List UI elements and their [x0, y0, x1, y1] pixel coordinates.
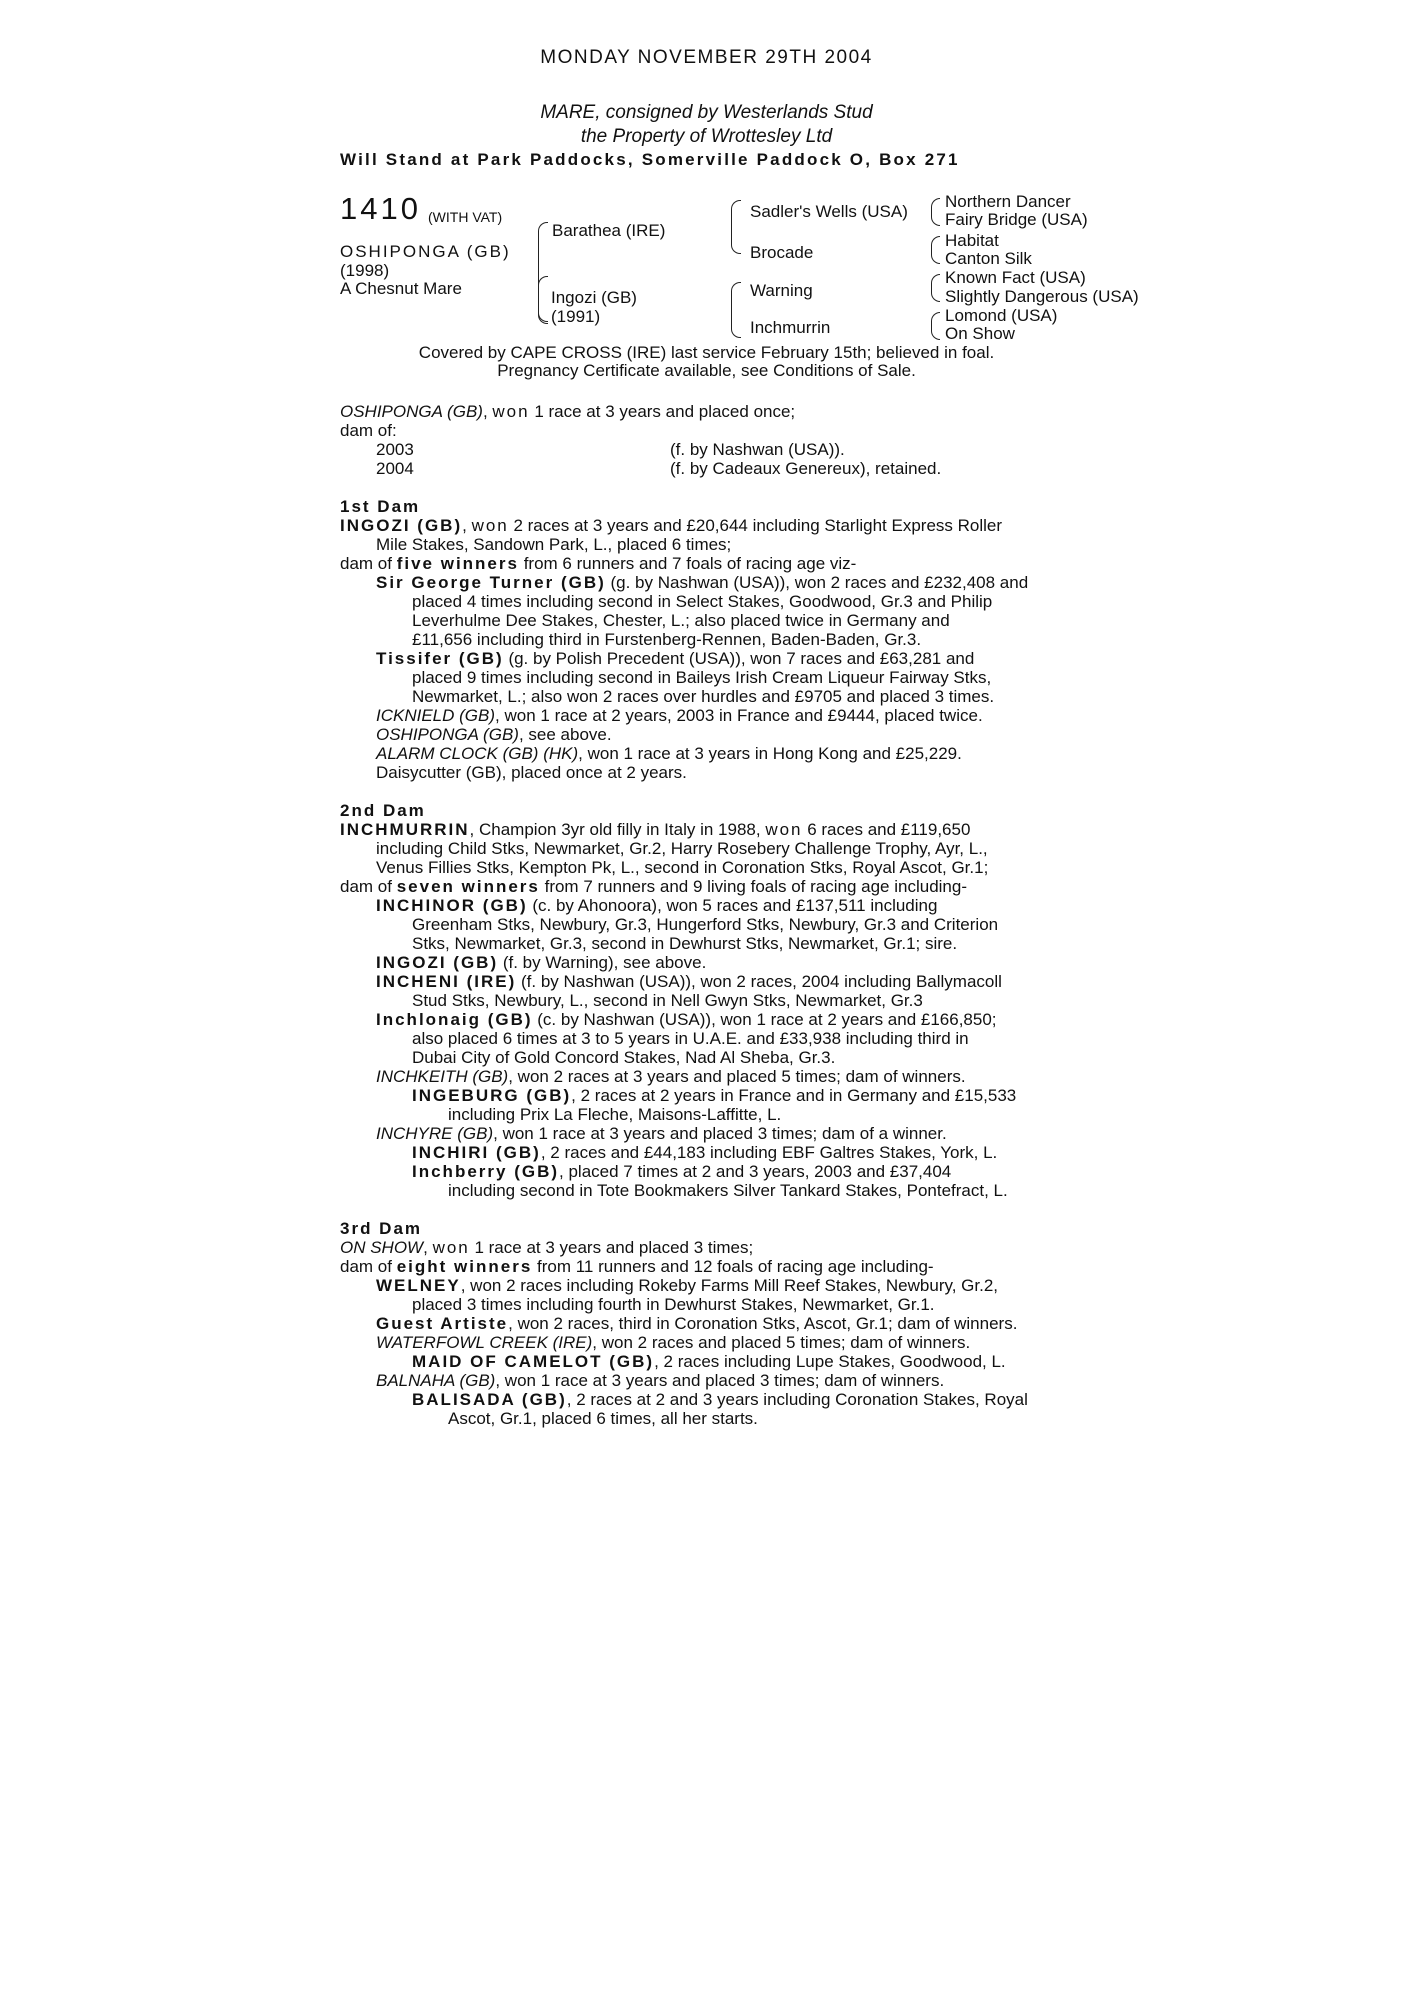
text-line: [340, 1124, 1075, 1143]
covered-note: Covered by CAPE CROSS (IRE) last service February 15th; believed in foal.: [418, 343, 995, 362]
text-line: [340, 1276, 1075, 1295]
text-line: including Child Stks, Newmarket, Gr.2, Harry Rosebery Challenge Trophy, Ayr, L.,: [376, 839, 988, 858]
text-span: , won 1 race at 3 years and placed 3 times; dam of a winner.: [493, 1124, 947, 1143]
text-span: from 7 runners and 9 living foals of racing age including-: [539, 877, 967, 896]
text-span: INCHENI (IRE): [376, 972, 517, 991]
text-line: Mile Stakes, Sandown Park, L., placed 6 times;: [376, 535, 732, 554]
pedigree-ggs-7: Lomond (USA): [945, 306, 1058, 325]
text-span: from 6 runners and 7 foals of racing age viz-: [518, 554, 857, 573]
produce-row: [340, 440, 1075, 459]
text-span: won: [432, 1238, 470, 1257]
pedigree-dam-year: (1991): [551, 307, 601, 326]
pedigree-brace-ds: [931, 274, 940, 302]
text-line: placed 9 times including second in Baileys Irish Cream Liqueur Fairway Stks,: [412, 668, 992, 687]
text-span: won: [765, 820, 803, 839]
pedigree-sire-dam: Brocade: [750, 243, 814, 262]
horse-description: A Chesnut Mare: [340, 279, 462, 298]
pedigree-ggs-1: Northern Dancer: [945, 192, 1071, 211]
text-span: , won 1 race at 3 years and placed 3 times; dam of winners.: [495, 1371, 945, 1390]
produce-row: [340, 459, 1075, 478]
text-span: INCHINOR (GB): [376, 896, 528, 915]
text-span: ALARM CLOCK (GB) (HK): [376, 744, 579, 763]
consignor-line: MARE, consigned by Westerlands Stud: [540, 102, 873, 123]
text-span: from 11 runners and 12 foals of racing age including-: [532, 1257, 934, 1276]
first-dam-heading: 1st Dam: [340, 497, 421, 516]
text-span: Inchberry (GB): [412, 1162, 560, 1181]
text-span: 2003: [376, 440, 414, 459]
summary-text: 1 race at 3 years and placed once;: [529, 402, 796, 421]
text-span: five winners: [396, 554, 519, 573]
text-span: Inchlonaig (GB): [376, 1010, 533, 1029]
text-line: [340, 1371, 1075, 1390]
text-span: (c. by Ahonoora), won 5 races and £137,511 including: [527, 896, 938, 915]
text-span: , 2 races and £44,183 including EBF Galtres Stakes, York, L.: [540, 1143, 998, 1162]
horse-name: OSHIPONGA (GB): [340, 242, 511, 261]
third-dam-section: [340, 1219, 1075, 1428]
pedigree-dam-sire: Warning: [750, 281, 813, 300]
text-span: INCHIRI (GB): [412, 1143, 541, 1162]
text-span: , Champion 3yr old filly in Italy in 1988,: [469, 820, 766, 839]
text-span: Sir George Turner (GB): [376, 573, 606, 592]
text-span: INCHKEITH (GB): [376, 1067, 509, 1086]
text-span: dam of: [340, 877, 397, 896]
text-line: including Prix La Fleche, Maisons-Laffitte, L.: [448, 1105, 782, 1124]
pedigree-brace-damline: [731, 282, 741, 338]
text-span: Tissifer (GB): [376, 649, 504, 668]
text-span: ,: [462, 516, 472, 535]
third-dam-heading: 3rd Dam: [340, 1219, 423, 1238]
text-line: [340, 1086, 1075, 1105]
text-span: 2004: [376, 459, 414, 478]
lot-number: 1410: [340, 191, 421, 226]
text-line: [340, 896, 1075, 915]
text-span: , 2 races at 2 years in France and in Germany and £15,533: [571, 1086, 1017, 1105]
second-dam-heading: 2nd Dam: [340, 801, 426, 820]
text-span: ON SHOW: [340, 1238, 424, 1257]
text-line: [340, 1333, 1075, 1352]
text-span: (g. by Nashwan (USA)), won 2 races and £232,408 and: [605, 573, 1029, 592]
text-span: (f. by Nashwan (USA)).: [670, 440, 845, 459]
text-span: , placed 7 times at 2 and 3 years, 2003 and £37,404: [559, 1162, 952, 1181]
pregnancy-note: Pregnancy Certificate available, see Conditions of Sale.: [497, 361, 916, 380]
text-span: 6 races and £119,650: [802, 820, 971, 839]
text-span: ,: [423, 1238, 433, 1257]
pedigree-brace-dam: [538, 276, 548, 324]
text-line: Greenham Stks, Newbury, Gr.3, Hungerford Stks, Newbury, Gr.3 and Criterion: [412, 915, 999, 934]
text-span: WELNEY: [376, 1276, 461, 1295]
text-line: Venus Fillies Stks, Kempton Pk, L., second in Coronation Stks, Royal Ascot, Gr.1;: [376, 858, 989, 877]
text-span: , won 2 races and placed 5 times; dam of winners.: [592, 1333, 971, 1352]
text-span: won: [471, 516, 509, 535]
text-line: Stks, Newmarket, Gr.3, second in Dewhurst Stks, Newmarket, Gr.1; sire.: [412, 934, 958, 953]
text-line: placed 4 times including second in Select Stakes, Goodwood, Gr.3 and Philip: [412, 592, 993, 611]
text-span: eight winners: [396, 1257, 533, 1276]
pedigree-ggs-4: Canton Silk: [945, 249, 1032, 268]
pedigree-brace-dd: [931, 312, 940, 340]
text-line: [340, 649, 1075, 668]
text-line: Ascot, Gr.1, placed 6 times, all her starts.: [448, 1409, 758, 1428]
text-line: Daisycutter (GB), placed once at 2 years.: [376, 763, 687, 782]
pedigree-sire: Barathea (IRE): [552, 221, 666, 240]
text-span: (f. by Cadeaux Genereux), retained.: [670, 459, 942, 478]
text-line: also placed 6 times at 3 to 5 years in U.A.E. and £33,938 including third in: [412, 1029, 969, 1048]
text-span: seven winners: [396, 877, 540, 896]
text-line: [340, 1143, 1075, 1162]
text-line: Leverhulme Dee Stakes, Chester, L.; also placed twice in Germany and: [412, 611, 950, 630]
text-line: Newmarket, L.; also won 2 races over hurdles and £9705 and placed 3 times.: [412, 687, 995, 706]
summary-block: [340, 402, 1075, 478]
text-span: ICKNIELD (GB): [376, 706, 496, 725]
pedigree-dam: Ingozi (GB): [551, 288, 637, 307]
summary-name: OSHIPONGA (GB): [340, 402, 483, 421]
text-span: INCHYRE (GB): [376, 1124, 494, 1143]
text-span: , won 1 race at 2 years, 2003 in France and £9444, placed twice.: [495, 706, 983, 725]
text-span: dam of: [340, 1257, 397, 1276]
text-line: [340, 972, 1075, 991]
summary-won: won: [492, 402, 530, 421]
summary-dam-of: dam of:: [340, 421, 397, 440]
text-span: INGEBURG (GB): [412, 1086, 572, 1105]
text-span: , won 2 races including Rokeby Farms Mill Reef Stakes, Newbury, Gr.2,: [460, 1276, 999, 1295]
text-span: WATERFOWL CREEK (IRE): [376, 1333, 593, 1352]
pedigree-sire-sire: Sadler's Wells (USA): [750, 202, 908, 221]
text-span: (g. by Polish Precedent (USA)), won 7 races and £63,281 and: [503, 649, 975, 668]
text-span: BALNAHA (GB): [376, 1371, 496, 1390]
pedigree-ggs-8: On Show: [945, 324, 1015, 343]
text-line: [340, 1314, 1075, 1333]
pedigree-ggs-6: Slightly Dangerous (USA): [945, 287, 1139, 306]
text-span: (c. by Nashwan (USA)), won 1 race at 2 years and £166,850;: [532, 1010, 997, 1029]
text-line: [340, 1010, 1075, 1029]
pedigree-brace-ss: [931, 198, 940, 226]
text-line: £11,656 including third in Furstenberg-Rennen, Baden-Baden, Gr.3.: [412, 630, 922, 649]
text-span: , won 2 races, third in Coronation Stks, Ascot, Gr.1; dam of winners.: [508, 1314, 1018, 1333]
sale-date: MONDAY NOVEMBER 29TH 2004: [540, 47, 873, 68]
pedigree-brace-sire: [731, 200, 741, 254]
property-line: the Property of Wrottesley Ltd: [580, 126, 833, 147]
text-line: [340, 1390, 1075, 1409]
text-span: BALISADA (GB): [412, 1390, 567, 1409]
text-span: 1 race at 3 years and placed 3 times;: [469, 1238, 754, 1257]
text-span: INGOZI (GB): [376, 953, 499, 972]
pedigree-brace-sd: [931, 236, 940, 264]
text-line: [340, 1257, 1075, 1276]
text-line: [340, 1162, 1075, 1181]
text-span: OSHIPONGA (GB): [376, 725, 519, 744]
pedigree-dam-dam: Inchmurrin: [750, 318, 831, 337]
text-line: [340, 516, 1075, 535]
text-span: Guest Artiste: [376, 1314, 509, 1333]
pedigree-ggs-5: Known Fact (USA): [945, 268, 1086, 287]
text-line: [340, 953, 1075, 972]
text-span: (f. by Nashwan (USA)), won 2 races, 2004 including Ballymacoll: [516, 972, 1002, 991]
text-line: Dubai City of Gold Concord Stakes, Nad Al Sheba, Gr.3.: [412, 1048, 836, 1067]
text-line: Stud Stks, Newbury, L., second in Nell Gwyn Stks, Newmarket, Gr.3: [412, 991, 923, 1010]
text-span: MAID OF CAMELOT (GB): [412, 1352, 655, 1371]
stand-line: Will Stand at Park Paddocks, Somerville Paddock O, Box 271: [340, 150, 960, 169]
text-span: , won 1 race at 3 years in Hong Kong and £25,229.: [578, 744, 962, 763]
text-line: [340, 1238, 1075, 1257]
text-line: [340, 1352, 1075, 1371]
text-line: placed 3 times including fourth in Dewhurst Stakes, Newmarket, Gr.1.: [412, 1295, 935, 1314]
text-span: INCHMURRIN: [340, 820, 470, 839]
vat-note: (WITH VAT): [428, 209, 503, 225]
text-line: [340, 877, 1075, 896]
first-dam-section: [340, 497, 1075, 782]
text-span: dam of: [340, 554, 397, 573]
text-line: [340, 820, 1075, 839]
horse-year: (1998): [340, 261, 390, 280]
text-line: [340, 706, 1075, 725]
text-span: (f. by Warning), see above.: [498, 953, 707, 972]
text-span: 2 races at 3 years and £20,644 including Starlight Express Roller: [508, 516, 1003, 535]
text-line: [340, 725, 1075, 744]
second-dam-section: [340, 801, 1075, 1200]
text-line: [340, 744, 1075, 763]
text-line: including second in Tote Bookmakers Silver Tankard Stakes, Pontefract, L.: [448, 1181, 1008, 1200]
text-line: OSHIPONGA (GB), won 1 race at 3 years and placed once;: [340, 402, 796, 421]
pedigree-ggs-3: Habitat: [945, 231, 999, 250]
pedigree-ggs-2: Fairy Bridge (USA): [945, 210, 1088, 229]
text-span: INGOZI (GB): [340, 516, 463, 535]
text-line: [340, 1067, 1075, 1086]
text-span: , 2 races at 2 and 3 years including Coronation Stakes, Royal: [566, 1390, 1028, 1409]
text-span: , won 2 races at 3 years and placed 5 times; dam of winners.: [508, 1067, 966, 1086]
text-span: , 2 races including Lupe Stakes, Goodwood, L.: [654, 1352, 1006, 1371]
text-line: [340, 573, 1075, 592]
text-span: , see above.: [518, 725, 612, 744]
text-line: [340, 554, 1075, 573]
